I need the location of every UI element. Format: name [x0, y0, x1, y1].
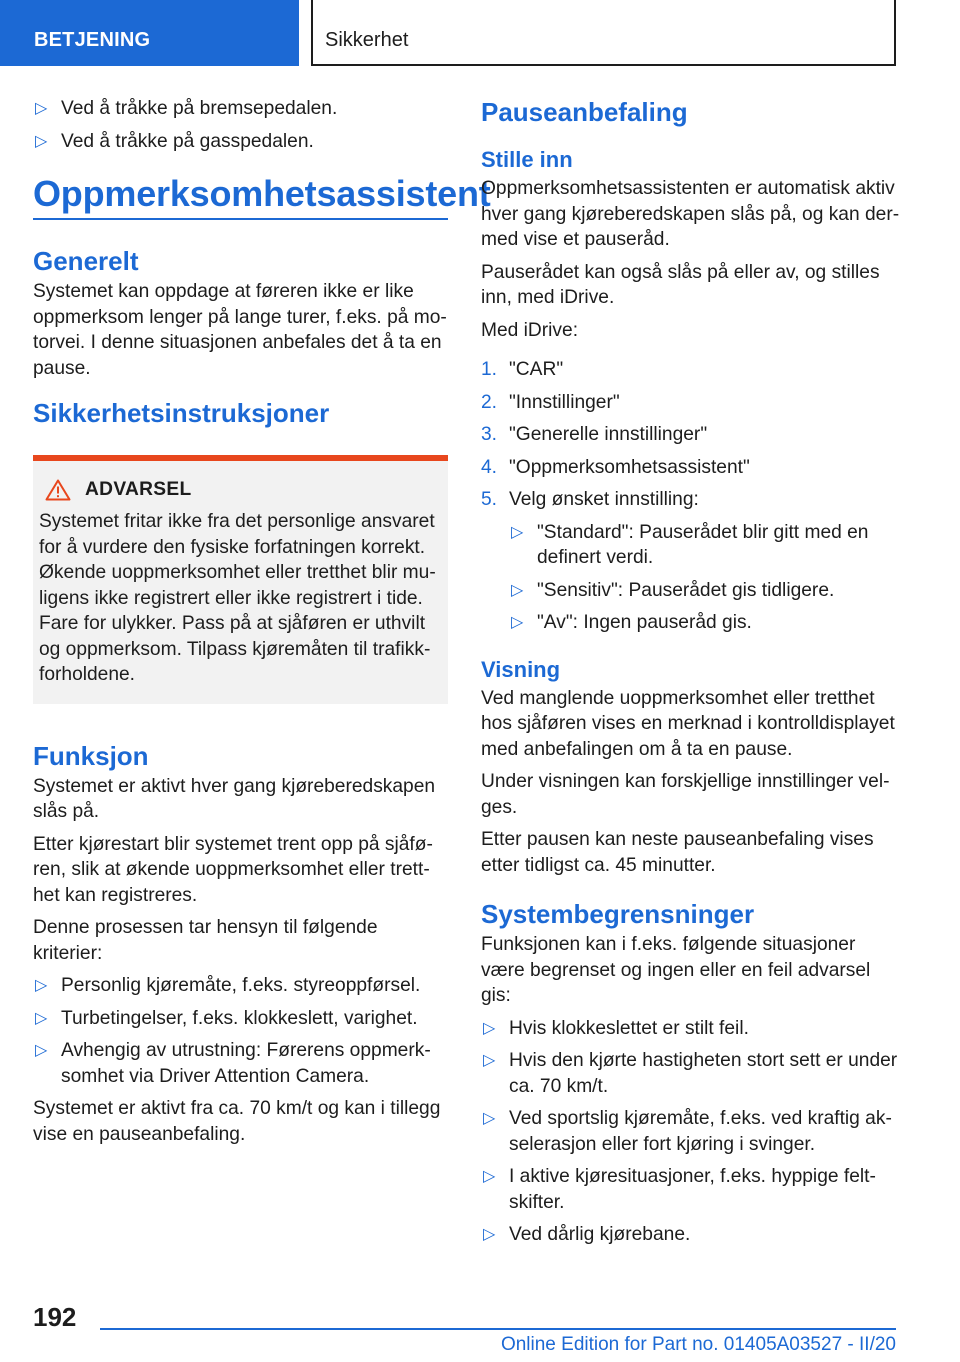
intro-bullet-list	[33, 96, 448, 154]
list-item: ▷ I aktive kjøresituasjoner, f.eks. hyppige feltskifter.	[483, 1166, 876, 1213]
general-text: Systemet kan oppdage at føreren ikke er like oppmerksom lenger på lange turer, f.eks. på motorvei. I denne situasjonen anbefales det å ta en pause.	[33, 281, 447, 379]
edition-link[interactable]: Online Edition for Part no. 01405A03527 - II/20	[500, 1334, 896, 1355]
triangle-right-icon: ▷	[35, 1009, 48, 1027]
display-heading: Visning	[481, 656, 561, 682]
step-item: 3. "Generelle innstillinger"	[481, 424, 708, 445]
list-item: ▷ "Av": Ingen pauseråd gis.	[509, 610, 901, 636]
chapter-tab: Sikkerhet	[311, 0, 896, 66]
warning-box	[33, 455, 448, 704]
footer-divider	[100, 1328, 896, 1330]
triangle-right-icon: ▷	[483, 1168, 496, 1185]
triangle-right-icon: ▷	[511, 523, 524, 541]
triangle-right-icon: ▷	[35, 977, 48, 994]
list-item: ▷ "Standard": Pauserådet blir gitt med en definert verdi.	[511, 521, 869, 568]
triangle-right-icon: ▷	[483, 1019, 496, 1037]
step-item: 5. Velg ønsket innstilling: ▷ "Standard": Pauserådet blir gitt med en definert verdi. ▷ "Sensitiv": Pauserådet gis tidligere. ▷ "Av": Ingen pauseråd gis.	[481, 487, 901, 636]
list-item: ▷ Hvis den kjørte hastigheten stort sett er under ca. 70 km/t.	[483, 1050, 898, 1097]
triangle-right-icon: ▷	[511, 614, 524, 631]
list-item: ▷ Ved sportslig kjøremåte, f.eks. ved kraftig akselerasjon eller fort kjøring i svinger.	[483, 1108, 892, 1155]
setup-text-2: Pauserådet kan også slås på eller av, og stilles inn, med iDrive.	[481, 261, 880, 308]
function-text-3: Denne prosessen tar hensyn til følgende kriterier:	[33, 917, 378, 964]
list-item: ▷ Turbetingelser, f.eks. klokkeslett, varighet.	[33, 1006, 448, 1032]
safety-heading: Sikkerhetsinstruksjoner	[33, 398, 330, 428]
page-title: Oppmerksomhetsassistent	[33, 172, 448, 220]
list-item: ▷ Ved å tråkke på bremsepedalen.	[33, 96, 448, 122]
triangle-right-icon: ▷	[483, 1226, 496, 1243]
limits-list	[481, 1016, 901, 1248]
general-heading: Generelt	[33, 246, 139, 276]
limits-heading: Systembegrensninger	[481, 899, 755, 929]
display-text-2: Under visningen kan forskjellige innstillinger velges.	[481, 771, 890, 818]
section-tab: BETJENING	[0, 0, 299, 66]
list-item: ▷ "Sensitiv": Pauserådet gis tidligere.	[509, 578, 901, 604]
function-heading: Funksjon	[33, 740, 149, 771]
list-item: ▷ Ved å tråkke på gasspedalen.	[33, 129, 448, 155]
limits-text: Funksjonen kan i f.eks. følgende situasjoner være begrenset og ingen eller en feil advarsel gis:	[481, 934, 871, 1006]
function-text-1: Systemet er aktivt hver gang kjøreberedskapen slås på.	[33, 775, 436, 822]
display-text-1: Ved manglende uoppmerksomhet eller tretthet hos sjåføren vises en merknad i kontrolldisplayet med anbefalingen om å ta en pause.	[481, 687, 895, 760]
list-item: ▷ Ved dårlig kjørebane.	[481, 1222, 901, 1248]
setup-text-3: Med iDrive:	[481, 319, 579, 341]
list-item: ▷ Avhengig av utrustning: Førerens oppmerksomhet via Driver Attention Camera.	[35, 1040, 431, 1087]
page-number: 192	[33, 1302, 77, 1332]
warning-label: ADVARSEL	[85, 479, 192, 500]
list-item: ▷ Personlig kjøremåte, f.eks. styreoppførsel.	[33, 973, 448, 999]
warning-header	[39, 479, 440, 501]
warning-triangle-icon	[45, 479, 71, 501]
display-text-3: Etter pausen kan neste pauseanbefaling vises etter tidligst ca. 45 minutter.	[481, 829, 874, 876]
criteria-list	[33, 973, 448, 1089]
step-item: 2. "Innstillinger"	[481, 391, 620, 413]
function-text-2: Etter kjørestart blir systemet trent opp på sjåføren, slik at økende uoppmerksomhet eller tretthet kan registreres.	[33, 833, 433, 906]
warning-text: Systemet fritar ikke fra det personlige ansvaret for å vurdere den fysiske forfatningen korrekt. Økende uoppmerksomhet eller tretthet blir muligens ikke registrert eller ikke registrert i tide. Fare for ulykker. Pass på at sjåføren er uthvilt og oppmerksom. Tilpass kjøremåten til trafikkforholdene.	[39, 511, 436, 685]
step-item: 1. "CAR"	[481, 359, 564, 380]
step-item: 4. "Oppmerksomhetsassistent"	[481, 456, 750, 478]
function-text-4: Systemet er aktivt fra ca. 70 km/t og kan i tillegg vise en pauseanbefaling.	[33, 1098, 441, 1145]
setup-heading: Stille inn	[481, 147, 573, 172]
page-header	[0, 0, 960, 66]
left-column	[33, 96, 491, 1154]
triangle-right-icon: ▷	[35, 100, 48, 117]
triangle-right-icon: ▷	[483, 1052, 496, 1069]
setup-text-1: Oppmerksomhetsassistenten er automatisk aktiv hver gang kjøreberedskapen slås på, og kan dermed vise et pauseråd.	[481, 178, 900, 250]
triangle-right-icon: ▷	[483, 1110, 496, 1127]
pause-heading: Pauseanbefaling	[481, 97, 688, 127]
setting-options	[509, 520, 901, 636]
list-item: ▷ Hvis klokkeslettet er stilt feil.	[481, 1016, 901, 1042]
right-column	[481, 96, 901, 1255]
triangle-right-icon: ▷	[35, 132, 48, 150]
triangle-right-icon: ▷	[35, 1042, 48, 1059]
triangle-right-icon: ▷	[511, 581, 524, 599]
idrive-steps	[481, 357, 901, 636]
